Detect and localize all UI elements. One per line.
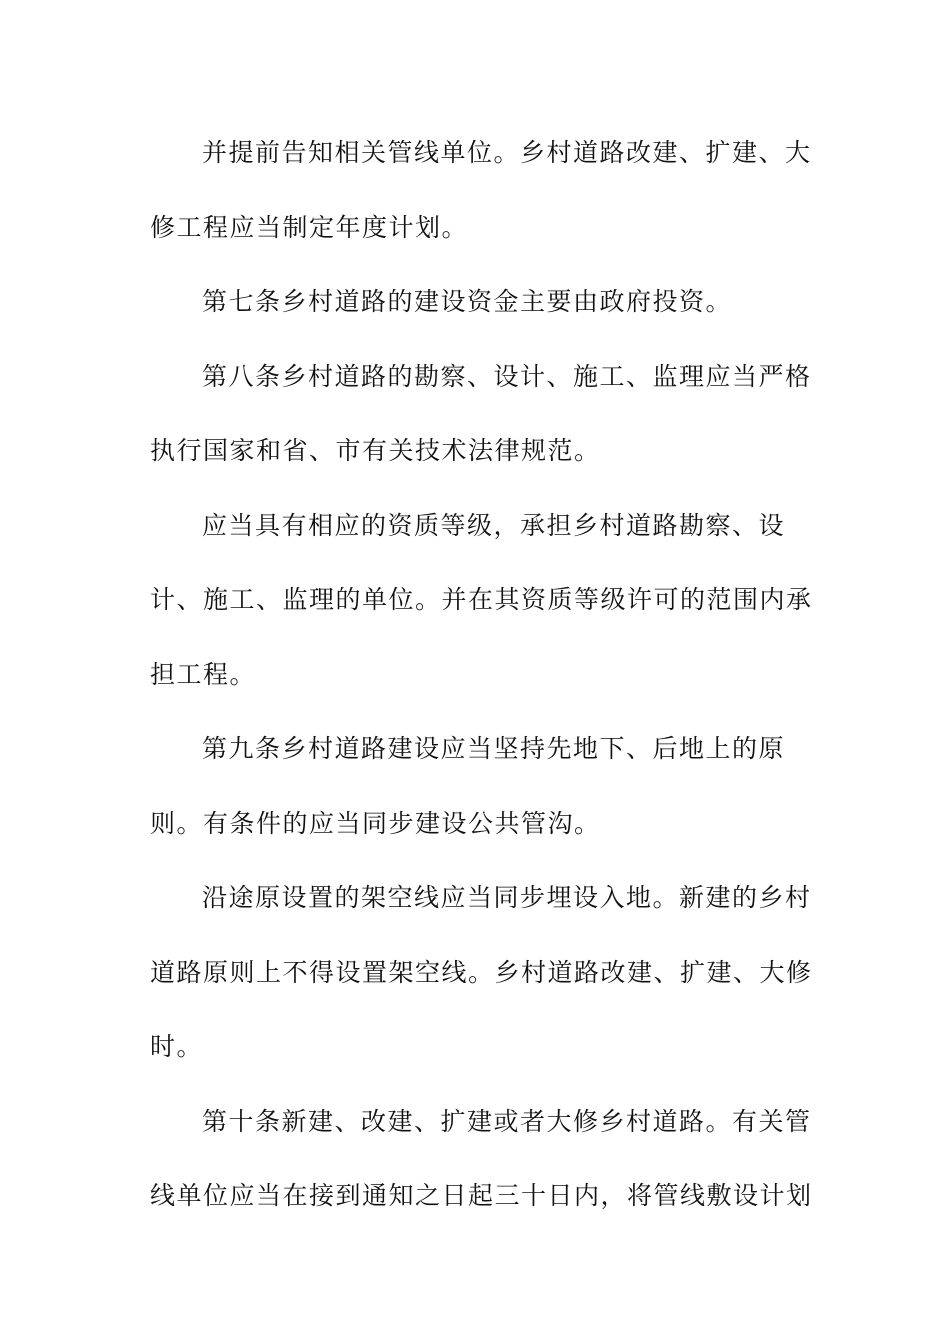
text-line: 第十条新建、改建、扩建或者大修乡村道路。有关管 <box>202 1106 812 1136</box>
text-line: 时。 <box>150 1032 204 1061</box>
text-line: 第八条乡村道路的勘察、设计、施工、监理应当严格 <box>202 361 812 391</box>
paragraph <box>150 340 812 489</box>
paragraph <box>150 1085 813 1234</box>
text-line: 线单位应当在接到通知之日起三十日内，将管线敷设计划 <box>150 1181 813 1210</box>
text-line: 担工程。 <box>150 659 257 689</box>
text-line: 并提前告知相关管线单位。乡村道路改建、扩建、大 <box>202 138 812 167</box>
paragraph <box>150 712 795 861</box>
text-line: 执行国家和省、市有关技术法律规范。 <box>150 436 601 465</box>
text-line: 则。有条件的应当同步建设公共管沟。 <box>150 808 601 838</box>
paragraph <box>150 265 795 340</box>
text-line: 沿途原设置的架空线应当同步埋设入地。新建的乡村 <box>202 883 812 912</box>
text-line: 计、施工、监理的单位。并在其资质等级许可的范围内承 <box>150 585 813 614</box>
text-line: 道路原则上不得设置架空线。乡村道路改建、扩建、大修 <box>150 957 813 987</box>
text-line: 第七条乡村道路的建设资金主要由政府投资。 <box>202 287 733 316</box>
paragraph <box>150 489 813 713</box>
paragraph <box>150 116 812 265</box>
document-body <box>150 116 813 1234</box>
text-line: 第九条乡村道路建设应当坚持先地下、后地上的原 <box>202 734 786 763</box>
text-line: 修工程应当制定年度计划。 <box>150 212 469 242</box>
text-line: 应当具有相应的资质等级，承担乡村道路勘察、设 <box>202 510 786 540</box>
paragraph <box>150 861 813 1085</box>
